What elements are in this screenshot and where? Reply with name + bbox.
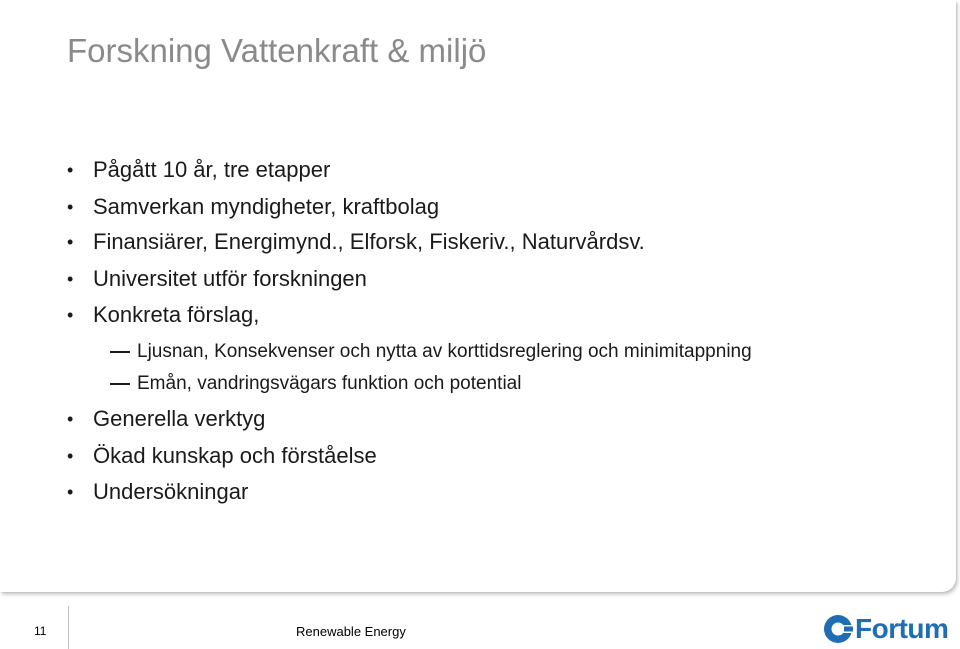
bullet-dot: •: [67, 232, 74, 252]
bullet-dot: •: [67, 197, 74, 217]
page-number: 11: [34, 624, 47, 638]
bullet-dot: •: [67, 482, 74, 502]
sub-bullet-text: Ljusnan, Konsekvenser och nytta av korttidsreglering och minimitappning: [137, 341, 752, 362]
bullet-text: Universitet utför forskningen: [93, 266, 367, 291]
bullet-dot: •: [67, 305, 74, 325]
footer-label: Renewable Energy: [296, 624, 406, 639]
fortum-logo: [822, 612, 958, 646]
bullet-dot: •: [67, 409, 74, 429]
bullet-dot: •: [67, 269, 74, 289]
bullet-text: Finansiärer, Energimynd., Elforsk, Fiskeriv., Naturvårdsv.: [93, 229, 645, 254]
bullet-text: Undersökningar: [93, 479, 249, 504]
bullet-dot: •: [67, 160, 74, 180]
bullet-text: Samverkan myndigheter, kraftbolag: [93, 194, 440, 219]
footer-divider: [68, 606, 69, 649]
bullet-text: Pågått 10 år, tre etapper: [93, 157, 331, 182]
bullet-dot: •: [67, 446, 74, 466]
bullet-text: Generella verktyg: [93, 406, 266, 431]
bullet-text: Konkreta förslag,: [93, 302, 260, 327]
bullet-text: Ökad kunskap och förståelse: [93, 443, 377, 468]
slide-title: Forskning Vattenkraft & miljö: [67, 32, 487, 69]
fortum-logo-text: Fortum: [855, 613, 949, 644]
sub-bullet-dash: [110, 351, 130, 353]
sub-bullet-dash: [110, 383, 130, 385]
sub-bullet-text: Emån, vandringsvägars funktion och potential: [137, 373, 522, 394]
fortum-logo-icon: [822, 612, 856, 646]
slide-footer: [0, 592, 960, 649]
